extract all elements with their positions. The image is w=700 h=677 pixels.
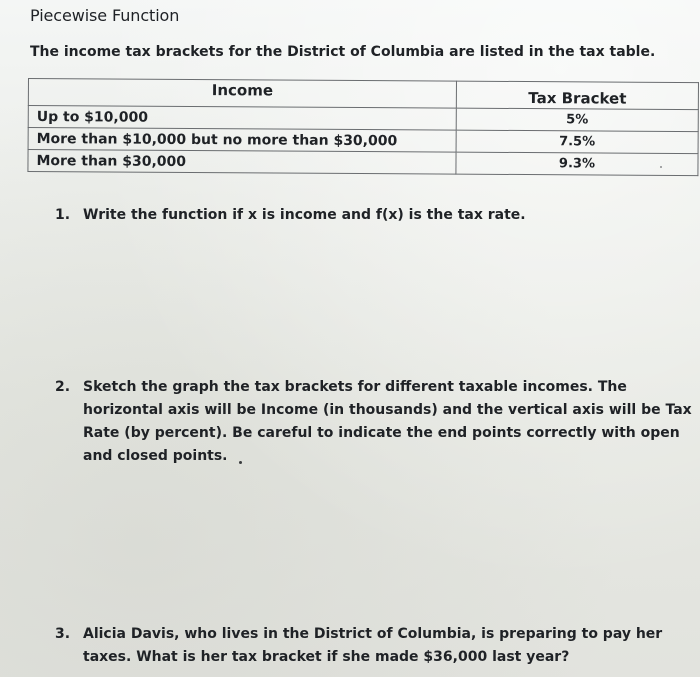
question-text: Alicia Davis, who lives in the District of Columbia, is preparing to pay her taxes. What is her tax bracket if she made $36,000 last year? bbox=[83, 626, 663, 665]
question-text: Write the function if x is income and f(x) is the tax rate. bbox=[83, 207, 526, 223]
table-row bbox=[28, 150, 698, 176]
question-1 bbox=[55, 204, 655, 227]
tax-table bbox=[27, 78, 699, 176]
question-number: 3. bbox=[55, 626, 71, 642]
paper-speck bbox=[660, 166, 662, 168]
question-number: 2. bbox=[55, 379, 71, 395]
income-column-header: Income bbox=[28, 79, 456, 109]
question-3 bbox=[55, 623, 695, 669]
income-cell: More than $10,000 but no more than $30,000 bbox=[28, 128, 456, 153]
tax-bracket-column-header: Tax Bracket bbox=[456, 81, 698, 109]
rate-cell: 5% bbox=[456, 108, 698, 131]
question-2 bbox=[55, 376, 695, 468]
table-header-row bbox=[28, 79, 698, 110]
income-cell: More than $30,000 bbox=[28, 150, 456, 175]
intro-text: The income tax brackets for the District of Columbia are listed in the tax table. bbox=[30, 44, 656, 60]
rate-cell: 9.3% bbox=[456, 152, 698, 175]
pencil-dot bbox=[239, 461, 242, 464]
question-number: 1. bbox=[55, 207, 71, 223]
question-text: Sketch the graph the tax brackets for different taxable incomes. The horizontal axis will be Income (in thousands) and the vertical axis will be Tax Rate (by percent). Be careful to indicate the end points correctly with open and closed points. bbox=[83, 379, 692, 464]
income-cell: Up to $10,000 bbox=[28, 106, 456, 131]
rate-cell: 7.5% bbox=[456, 130, 698, 153]
page-title: Piecewise Function bbox=[30, 6, 180, 25]
